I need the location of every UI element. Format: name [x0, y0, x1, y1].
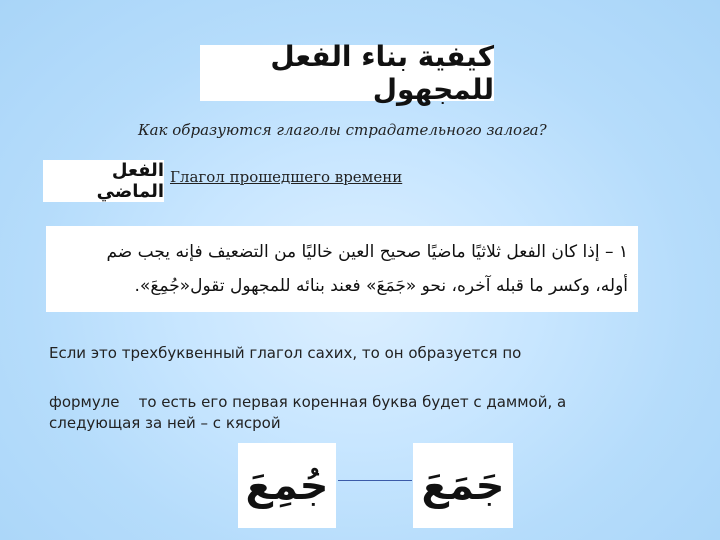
passive-example-box [238, 443, 336, 528]
arabic-rule-box [46, 226, 638, 312]
question-text: Как образуются глаголы страдательного залога? [138, 121, 547, 139]
arabic-rule-line-2: أوله، وكسر ما قبله آخره، نحو «جَمَعَ» فعند بنائه للمجهول تقول«جُمِعَ». [134, 276, 628, 296]
past-tense-arabic-label: الفعل الماضي [96, 160, 164, 202]
active-example-box [413, 443, 513, 528]
explanation-line-1: Если это трехбуквенный глагол сахих, то он образуется по [49, 344, 522, 362]
explanation-line-3: следующая за ней – с кясрой [49, 414, 281, 432]
passive-verb-example: جُمِعَ [245, 462, 329, 509]
slide-title: كيفية بناء الفعل للمجهول [270, 40, 494, 106]
past-tense-arabic-box [43, 160, 164, 202]
title-box [200, 40, 494, 106]
active-verb-example: جَمَعَ [421, 462, 505, 509]
explanation-line-2: формуле то есть его первая коренная буква будет с даммой, а [49, 393, 567, 411]
connector-line [338, 480, 412, 481]
past-tense-russian-label: Глагол прошедшего времени [170, 168, 403, 186]
arabic-rule-line-1: ١ – إذا كان الفعل ثلاثيًا ماضيًا صحيح العين خاليًا من التضعيف فإنه يجب ضم [106, 242, 628, 262]
